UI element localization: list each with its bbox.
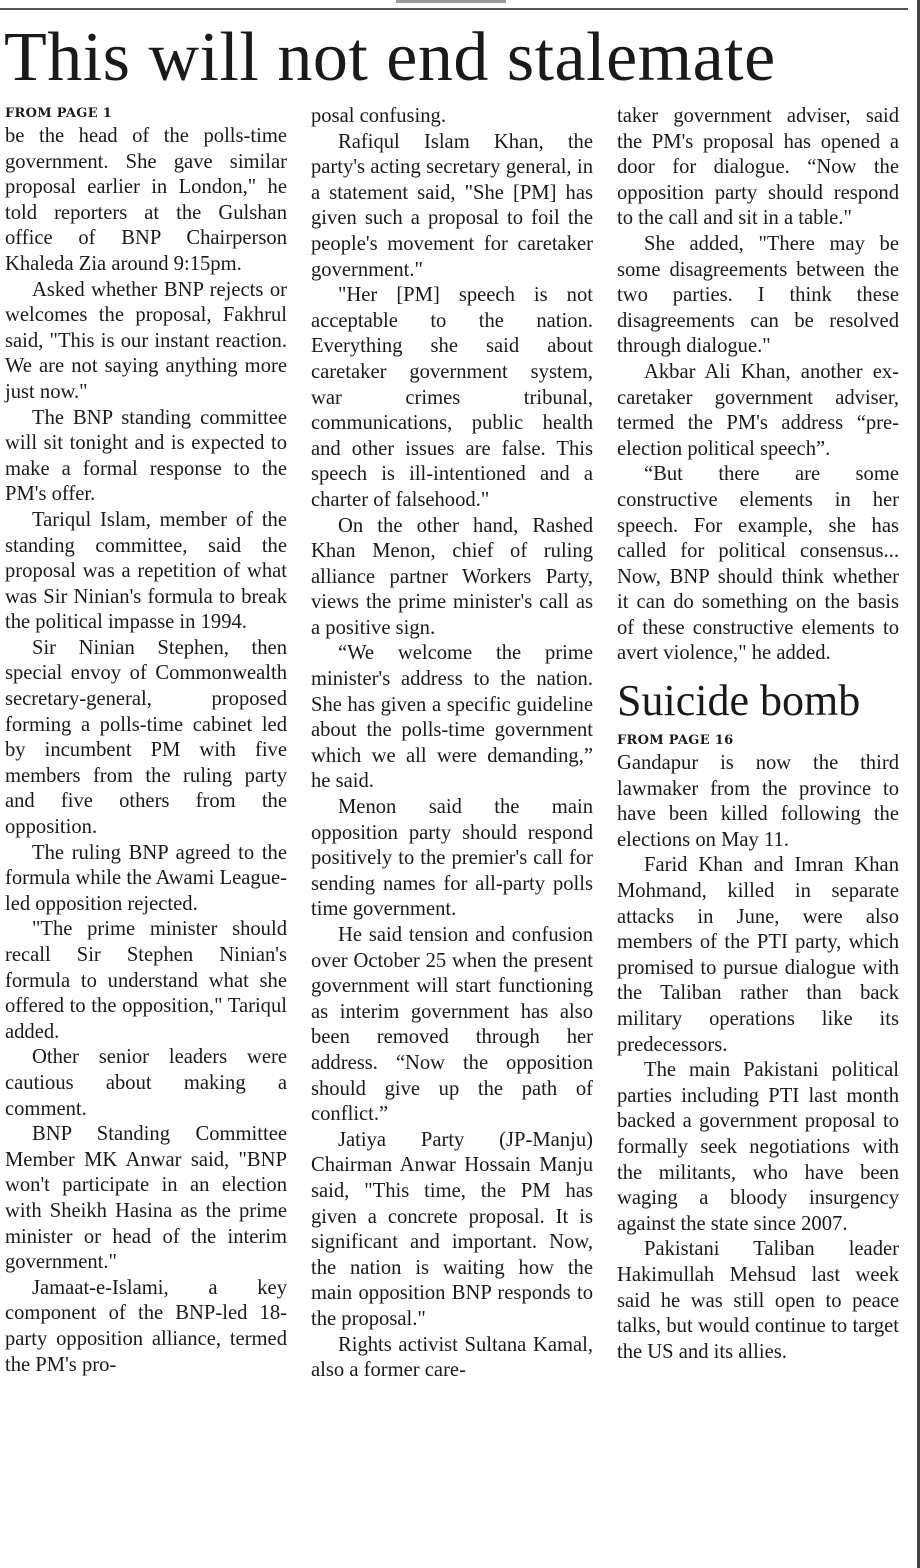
- sub-story-headline: Suicide bomb: [617, 676, 861, 726]
- paragraph: “But there are some constructive elements in her speech. For example, she has called for political consensus... Now, BNP should think whether it can do something on the basis of these constructive elements to avert violence," he added.: [617, 463, 899, 665]
- paragraph: Rafiqul Islam Khan, the party's acting secretary general, in a statement said, "She [PM] has given such a proposal to foil the people's movement for caretaker government.": [311, 130, 593, 281]
- paragraph: On the other hand, Rashed Khan Menon, chief of ruling alliance partner Workers Party, views the prime minister's call as a positive sign.: [311, 514, 593, 639]
- paragraph: Menon said the main opposition party should respond positively to the premier's call for sending names for all-party polls time government.: [311, 796, 593, 921]
- paragraph: Pakistani Taliban leader Hakimullah Mehsud last week said he was still open to peace talks, but would continue to target the US and its allies.: [617, 1238, 899, 1363]
- paragraph: The main Pakistani political parties including PTI last month backed a government proposal to formally seek negotiations with the militants, who have been waging a bloody insurgency against the state since 2007.: [617, 1059, 899, 1235]
- article-column-3: [617, 104, 899, 1365]
- paragraph: BNP Standing Committee Member MK Anwar said, "BNP won't participate in an election with Sheikh Hasina as the prime minister or head of the interim government.": [5, 1123, 287, 1274]
- paragraph: Asked whether BNP rejects or welcomes the proposal, Fakhrul said, "This is our instant reaction. We are not saying anything more just now.": [5, 278, 287, 403]
- paragraph: posal confusing.: [311, 105, 446, 127]
- top-rule: [0, 8, 908, 10]
- paragraph: The BNP standing committee will sit tonight and is expected to make a formal response to the PM's offer.: [5, 406, 287, 506]
- paragraph: "Her [PM] speech is not acceptable to the nation. Everything she said about caretaker government system, war crimes tribunal, communications, public health and other issues are false. This speech is ill-intentioned and a charter of falsehood.": [311, 284, 593, 511]
- paragraph: Tariqul Islam, member of the standing committee, said the proposal was a repetition of what was Sir Ninian's formula to break the political impasse in 1994.: [5, 508, 287, 634]
- paragraph: "The prime minister should recall Sir Stephen Ninian's formula to understand what she offered to the opposition," Tariqul added.: [5, 918, 287, 1043]
- paragraph: Rights activist Sultana Kamal, also a former care-: [311, 1333, 593, 1382]
- paragraph: Farid Khan and Imran Khan Mohmand, killed in separate attacks in June, were also members of the PTI party, which promised to pursue dialogue with the Taliban rather than back military operations like its predecessors.: [617, 854, 899, 1056]
- paragraph: Jamaat-e-Islami, a key component of the BNP-led 18-party opposition alliance, termed the PM's pro-: [5, 1276, 287, 1376]
- paragraph: be the head of the polls-time government. She gave similar proposal earlier in London," he told reporters at the Gulshan office of BNP Chairperson Khaleda Zia around 9:15pm.: [5, 125, 287, 275]
- paragraph: taker government adviser, said the PM's proposal has opened a door for dialogue. “Now the opposition party should respond to the call and sit in a table.": [617, 105, 899, 230]
- article-column-2: [311, 104, 593, 1384]
- paragraph: Sir Ninian Stephen, then special envoy of Commonwealth secretary-general, proposed forming a polls-time cabinet led by incumbent PM with five members from the ruling party and five others from the opposition.: [5, 636, 287, 839]
- top-edge-mark: [396, 0, 506, 3]
- continuation-kicker: FROM PAGE 1: [5, 106, 113, 121]
- paragraph: He said tension and confusion over October 25 when the present government will start functioning as interim government has also been removed through her address. “Now the opposition should give up the path of conflict.”: [311, 924, 593, 1126]
- paragraph: She added, "There may be some disagreements between the two parties. I think these disagreements can be resolved through dialogue.": [617, 232, 899, 358]
- paragraph: Akbar Ali Khan, another ex-caretaker government adviser, termed the PM's address “pre-election political speech”.: [617, 360, 899, 460]
- headline: This will not end stalemate: [4, 19, 776, 96]
- paragraph: Other senior leaders were cautious about making a comment.: [5, 1046, 287, 1120]
- paragraph: The ruling BNP agreed to the formula while the Awami League-led opposition rejected.: [5, 841, 287, 915]
- article-column-1: [5, 104, 287, 1378]
- sub-story-kicker: FROM PAGE 16: [617, 733, 734, 749]
- paragraph: Gandapur is now the third lawmaker from the province to have been killed following the elections on May 11.: [617, 752, 899, 851]
- paragraph: Jatiya Party (JP-Manju) Chairman Anwar Hossain Manju said, "This time, the PM has given a concrete proposal. It is significant and important. Now, the nation is waiting how the main opposition BNP responds to the proposal.": [311, 1128, 593, 1330]
- paragraph: “We welcome the prime minister's address to the nation. She has given a specific guideline about the polls-time government which we all were demanding,” he said.: [311, 642, 593, 793]
